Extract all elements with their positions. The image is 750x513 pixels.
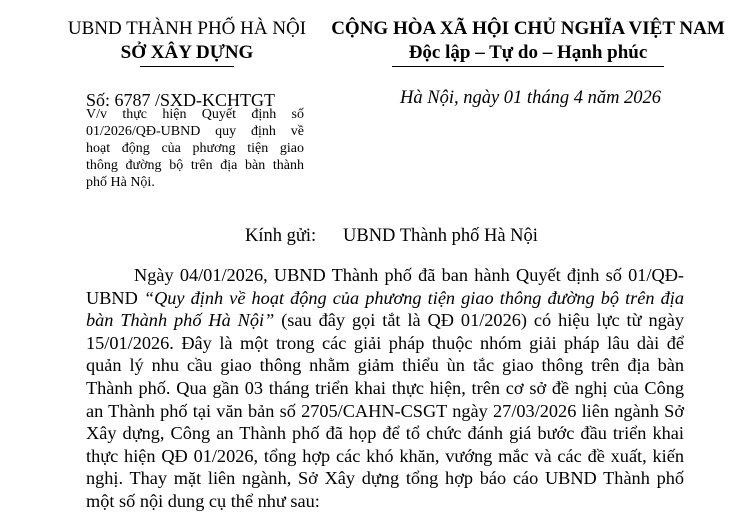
national-motto: Độc lập – Tự do – Hạnh phúc bbox=[408, 42, 648, 63]
body-line bbox=[86, 309, 684, 332]
subject-block bbox=[86, 106, 304, 191]
body-line: Xây dựng, Công an Thành phố đã họp để tổ chức đánh giá bước đầu triển khai bbox=[86, 423, 684, 444]
body-line: quản lý nhu cầu giao thông nhằm giảm thiểu ùn tắc giao thông trên địa bàn bbox=[86, 355, 684, 376]
body-line: thực hiện QĐ 01/2026, tổng hợp các khó khăn, vướng mắc và các đề xuất, kiến bbox=[86, 445, 684, 466]
body-line: Thành phố. Qua gần 03 tháng triển khai thực hiện, trên cơ sở đề nghị của Công bbox=[86, 377, 684, 398]
body-text: UBND bbox=[86, 287, 144, 308]
body-line: 15/01/2026. Đây là một trong các giải pháp thuộc nhóm giải pháp lâu dài để bbox=[86, 332, 684, 353]
body-text: (sau đây gọi tắt là QĐ 01/2026) có hiệu lực từ ngày bbox=[274, 310, 684, 331]
motto-underline bbox=[392, 66, 664, 67]
document-number: Số: 6787 /SXD-KCHTGT bbox=[86, 90, 276, 110]
body-line: an Thành phố tại văn bản số 2705/CAHN-CSGT ngày 27/03/2026 liên ngành Sở bbox=[86, 400, 684, 421]
agency-underline bbox=[140, 66, 234, 67]
body-line: nghị. Thay mặt liên ngành, Sở Xây dựng tổng hợp báo cáo UBND Thành phố bbox=[86, 468, 684, 489]
subject-line: V/v thực hiện Quyết định số bbox=[86, 107, 304, 122]
recipient-label: Kính gửi: bbox=[245, 226, 317, 246]
subject-line: thông đường bộ trên địa bàn thành bbox=[86, 158, 304, 173]
recipient-name: UBND Thành phố Hà Nội bbox=[343, 226, 538, 246]
quoted-title: “Quy định về hoạt động của phương tiện giao thông đường bộ trên địa bbox=[143, 287, 685, 308]
subject-line: hoạt động của phương tiện giao bbox=[86, 141, 304, 156]
issuing-agency-parent: UBND THÀNH PHỐ HÀ NỘI bbox=[67, 18, 307, 39]
quoted-title: bàn Thành phố Hà Nội” bbox=[86, 310, 275, 331]
subject-line: 01/2026/QĐ-UBND quy định về bbox=[86, 124, 304, 139]
body-line: một số nội dung cụ thể như sau: bbox=[86, 490, 320, 511]
subject-line: phố Hà Nội. bbox=[86, 175, 155, 190]
body-line: Ngày 04/01/2026, UBND Thành phố đã ban hành Quyết định số 01/QĐ- bbox=[134, 265, 684, 285]
body-paragraph bbox=[86, 264, 684, 513]
national-title: CỘNG HÒA XÃ HỘI CHỦ NGHĨA VIỆT NAM bbox=[331, 18, 725, 39]
body-line bbox=[86, 287, 684, 310]
issuing-agency: SỞ XÂY DỰNG bbox=[120, 42, 254, 63]
place-and-date: Hà Nội, ngày 01 tháng 4 năm 2026 bbox=[400, 88, 662, 108]
